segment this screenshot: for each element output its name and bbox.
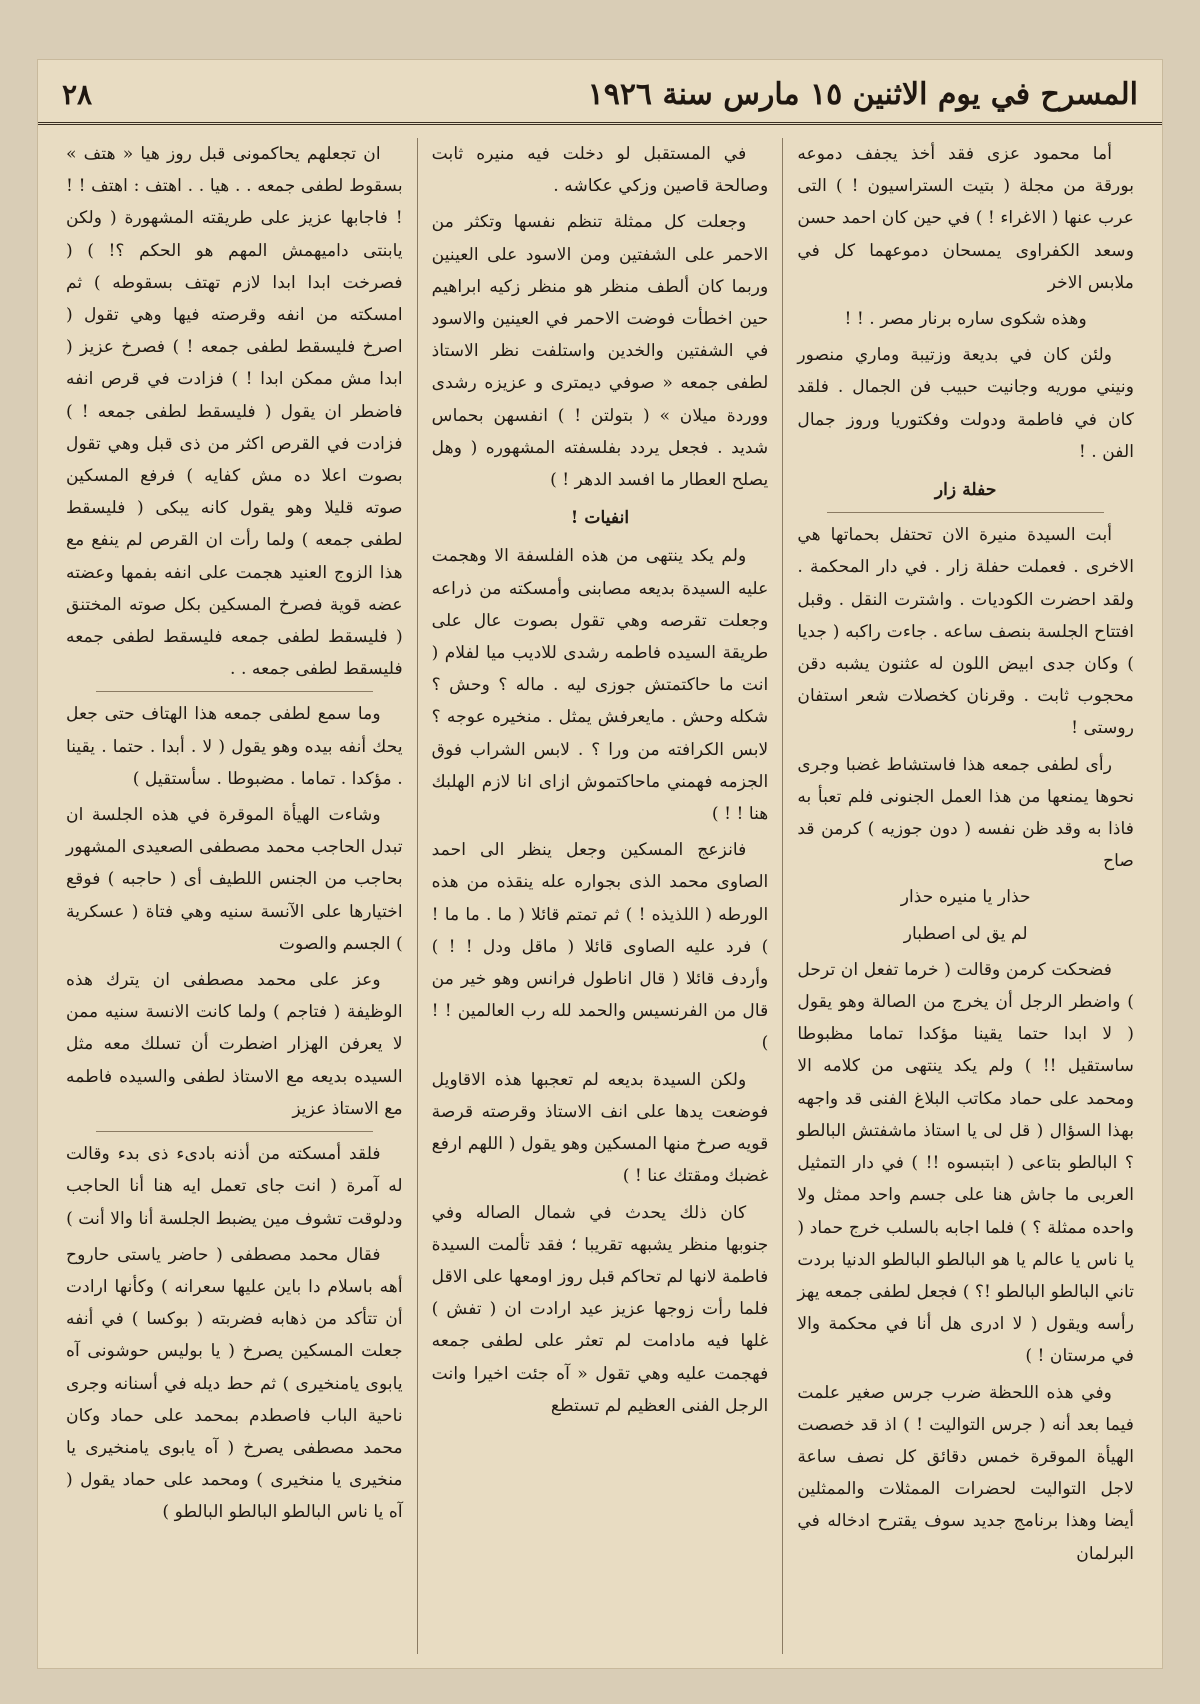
- paragraph: ان تجعلهم يحاكمونى قبل روز هيا « هتف » بسقوط لطفى جمعه . . هيا . . اهتف : اهتف ! ! ! فاجابها عزيز على طريقته المشهورة ( ولكن يابنتى داميهمش المهم هو الحكم ؟! ) ( فصرخت ابدا ابدا لازم تهتف بسقوطه ) ثم امسكته من انفه وقرصته فيها وهي تقول ( اصرخ فليسقط لطفى جمعه ! ) فصرخ عزيز ( ابدا مش ممكن ابدا ! ) فزادت في قرص انفه فاضطر ان يقول ( فليسقط لطفى جمعه ! ) فزادت في القرص اكثر من ذى قبل وهي تقول بصوت اعلا ده مش كفايه ) فرفع المسكين صوته قليلا وهو يقول كانه يبكى ( فليسقط لطفى جمعه ) ولما رأت ان القرص لم ينفع مع هذا الزوج العنيد هجمت على انفه بفمها وعضته عضه قوية فصرخ المسكين بكل صوته المختنق ( فليسقط لطفى جمعه فليسقط لطفى جمعه فليسقط لطفى جمعه . .: [65, 144, 403, 680]
- paragraph: فقال محمد مصطفى ( حاضر ياستى حاروح أهه باسلام دا باين عليها سعرانه ) وكأنها ارادت أن تتأكد من ذهابه فضربته ( بوكسا ) في أنفه جعلت المسكين يصرخ ( يا بوليس حوشونى آه يابوى يامنخيرى ) ثم حط ديله في أسنانه وجرى ناحية الباب فاصطدم بمحمد على حماد وكان محمد مصطفى يصرخ ( آه يابوى يامنخيرى يا منخيرى يا منخيرى ) ومحمد على حماد يقول ( آه يا ناس البالطو البالطو البالطو ): [65, 1244, 403, 1523]
- paragraph: ولئن كان في بديعة وزتيبة وماري منصور ونيني موريه وجانيت حبيب فن الجمال . فلقد كان في فاطمة ودولت وفكتوريا وروز جمال الفن . !: [797, 345, 1134, 462]
- column-right: [783, 138, 1148, 1654]
- paragraph: وفي هذه اللحظة ضرب جرس صغير علمت فيما بعد أنه ( جرس التواليت ! ) اذ قد خصصت الهيأة الموقرة خمس دقائق كل نصف ساعة لاجل التواليت لحضرات الممثلات والممثلين أيضا وهذا برنامج جديد سوف يقترح ادخاله في البرلمان: [797, 1382, 1134, 1564]
- column-left: [52, 138, 418, 1654]
- verse-line: حذار يا منيره حذار: [900, 887, 1031, 908]
- section-heading: انفيات !: [570, 508, 630, 529]
- paragraph: فلقد أمسكته من أذنه بادىء ذى بدء وقالت له آمرة ( انت جاى تعمل ايه هنا أنا الحاجب ودلوقت تشوف مين يضبط الجلسة أنا والا أنت ): [65, 1144, 403, 1229]
- paragraph: رأى لطفى جمعه هذا فاستشاط غضبا وجرى نحوها يمنعها من هذا العمل الجنونى فلم تعبأ به فاذا به وقد ظن نفسه ( دون جوزيه ) كرمن قد صاح: [797, 754, 1134, 872]
- paragraph: أبت السيدة منيرة الان تحتفل بحماتها هي الاخرى . فعملت حفلة زار . في دار المحكمة . ولقد احضرت الكوديات . واشترت النقل . وقبل افتتاح الجلسة بنصف ساعه . جاءت راكبه ( جديا ) وكان جدى ابيض اللون له عثنون يشبه دقن محجوب ثابت . وقرنان كخصلات شعر استفان روستى !: [797, 525, 1134, 739]
- paragraph: وهذه شكوى ساره برنار مصر . ! !: [844, 309, 1087, 330]
- paragraph: كان ذلك يحدث في شمال الصاله وفي جنوبها منظر يشبهه تقريبا ؛ فقد تألمت السيدة فاطمة لانها لم تحاكم قبل روز اومعها على الاقل فلما رأت زوجها عزيز عيد ارادت ان ( تفش ) غلها فيه مادامت لم تعثر على لطفى جمعه فهجمت عليه وهي تقول « آه جئت اخيرا وانت الرجل الفنى العظيم لم تستطع: [431, 1202, 769, 1416]
- paragraph: وعز على محمد مصطفى ان يترك هذه الوظيفة ( فتاجم ) ولما كانت الانسة سنيه ممن لا يعرفن الهزار اضطرت أن تسلك معه مثل السيده بديعه مع الاستاذ لطفى والسيده فاطمه مع الاستاذ عزيز: [65, 970, 403, 1119]
- paragraph: وجعلت كل ممثلة تنظم نفسها وتكثر من الاحمر على الشفتين ومن الاسود على العينين وربما كان ألطف منظر هو منظر زكيه ابراهيم حين اخطأت فوضت الاحمر في العينين والاسود في الشفتين والخدين واستلفت نظر الاستاذ لطفى جمعه « صوفي ديمترى و عزيزه رشدى ووردة ميلان » ( بتولتن ! ) انفسهن بحماس شديد . فجعل يردد بفلسفته المشهوره ( وهل يصلح العطار ما افسد الدهر ! ): [431, 212, 769, 491]
- paragraph: أما محمود عزى فقد أخذ يجفف دموعه بورقة من مجلة ( بتيت الستراسيون ! ) التى عرب عنها ( الاغراء ! ) في حين كان احمد حسن وسعد الكفراوى يمسحان دموعهما كل في ملابس الاخر: [797, 144, 1134, 293]
- section-heading: حفلة زار: [934, 480, 997, 501]
- article-columns: [52, 138, 1148, 1654]
- paragraph: في المستقبل لو دخلت فيه منيره ثابت وصالحة قاصين وزكي عكاشه .: [431, 144, 769, 197]
- verse-line: لم يق لى اصطبار: [903, 923, 1028, 944]
- column-middle: [418, 138, 784, 1654]
- paragraph: ولم يكد ينتهى من هذه الفلسفة الا وهجمت عليه السيدة بديعه مصابنى وأمسكته من ذراعه وجعلت تقرصه وهي تقول بصوت عال على طريقة السيده فاطمه رشدى للاديب ميا لفلام ( انت ما حاكتمتش جوزى ليه . ماله ؟ وحش ؟ شكله وحش . مايعرفش يمثل . منخيره عوجه ؟ لابس الكرافته من ورا ؟ . لابس الشراب فوق الجزمه فهمني ماحاكتموش ازاى انا لازم الهلبك هنا ! ! ): [431, 546, 769, 825]
- paragraph: فانزعج المسكين وجعل ينظر الى احمد الصاوى محمد الذى بجواره عله ينقذه من هذه الورطه ( اللذيذه ! ) ثم تمتم قائلا ( ما . ما ما ! ) فرد عليه الصاوى قائلا ( ماقل ودل ! ! ) وأردف قائلا ( قال اناطول فرانس وهو خير من قال من الفرنسيس والحمد لله رب العالمين ! ! ): [431, 840, 769, 1054]
- newspaper-page: [38, 60, 1162, 1668]
- page-header: [38, 66, 1162, 125]
- paragraph: وما سمع لطفى جمعه هذا الهتاف حتى جعل يحك أنفه بيده وهو يقول ( لا . أبدا . حتما . يقينا . مؤكدا . تماما . مضبوطا . سأستقيل ): [65, 704, 403, 789]
- paragraph: ولكن السيدة بديعه لم تعجبها هذه الاقاويل فوضعت يدها على انف الاستاذ وقرصته قرصة قويه صرخ منها المسكين وهو يقول ( اللهم ارفع غضبك ومقتك عنا ! ): [431, 1069, 769, 1187]
- paragraph: فضحكت كرمن وقالت ( خرما تفعل ان ترحل ) واضطر الرجل أن يخرج من الصالة وهو يقول ( لا ابدا حتما يقينا مؤكدا تماما مظبوطا ساستقيل !! ) ولم يكد ينتهى من كلامه الا ومحمد على حماد مكاتب البلاغ الفنى قد واجهه بهذا السؤال ( قل لى يا استاذ ماشفتش البالطو ؟ البالطو بتاعى ( ابتبسوه !! ) في دار التمثيل العربى ما جاش هنا على جسم واحد ممثل ولا واحده ممثلة ؟ ) فلما اجابه بالسلب خرج حماد ( يا ناس يا عالم يا هو البالطو البالطو الدنيا بردت تاني البالطو البالطو !؟ ) فجعل لطفى جمعه يهز رأسه ويقول ( لا ادرى هل أنا في محكمة والا في مرستان ! ): [797, 959, 1134, 1367]
- page-number: ٢٨: [62, 77, 93, 111]
- divider: [827, 512, 1104, 513]
- divider: [96, 1131, 373, 1132]
- page-title: المسرح في يوم الاثنين ١٥ مارس سنة ١٩٢٦: [587, 76, 1138, 112]
- paragraph: وشاءت الهيأة الموقرة في هذه الجلسة ان تبدل الحاجب محمد مصطفى الصعيدى المشهور بحاجب من الجنس اللطيف أى ( حاجبه ) فوقع اختيارها على الآنسة سنيه وهي فتاة ( عسكرية ) الجسم والصوت: [65, 805, 403, 954]
- divider: [96, 691, 373, 692]
